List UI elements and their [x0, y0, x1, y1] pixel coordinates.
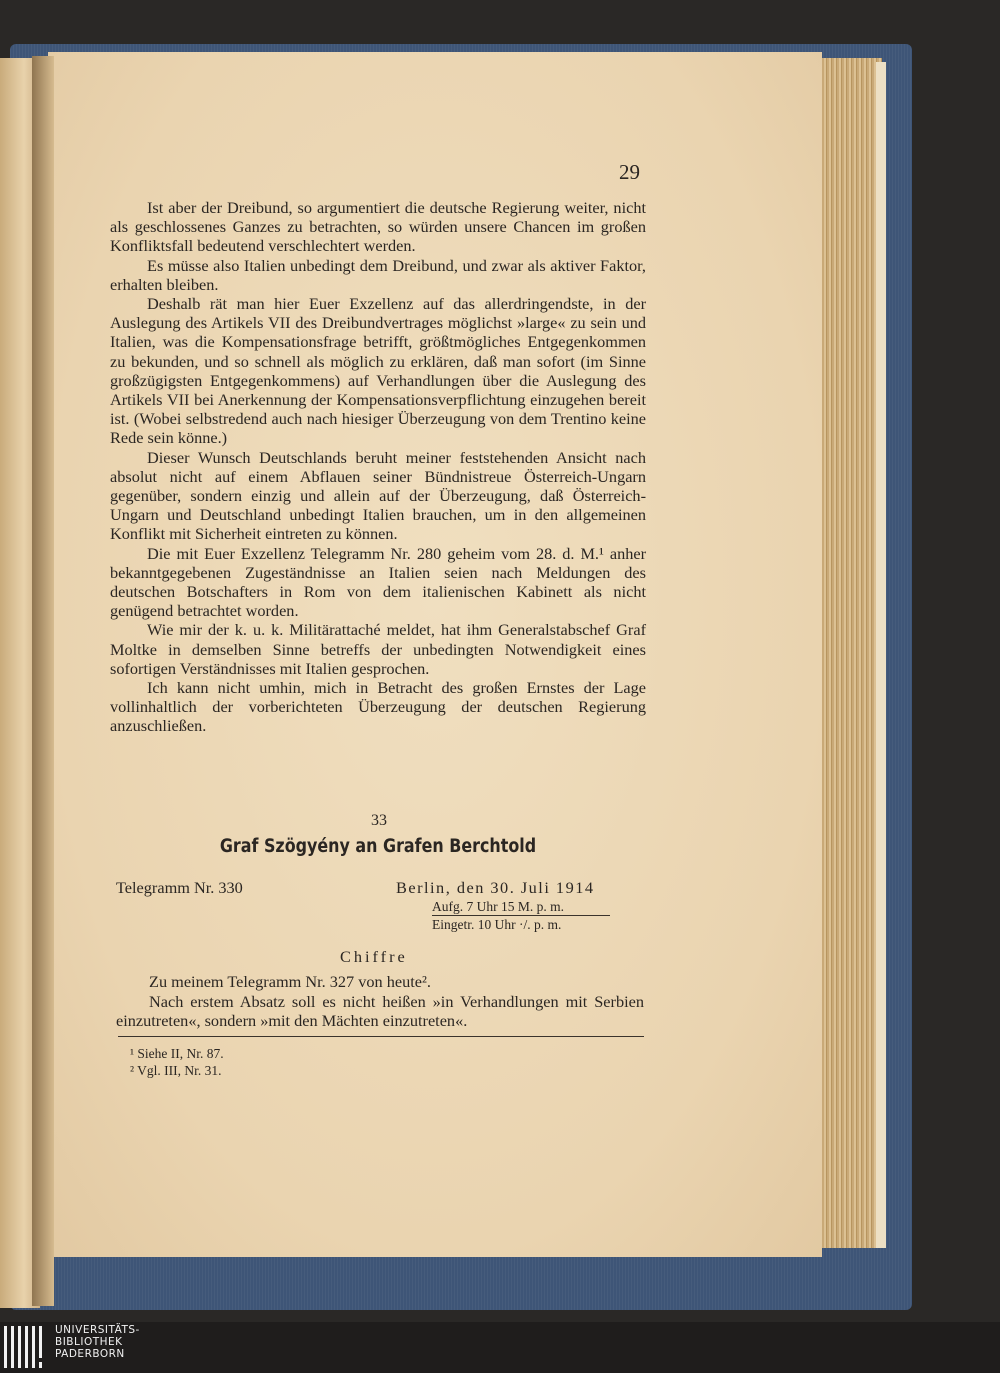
paragraph: Nach erstem Absatz soll es nicht heißen »in Verhandlungen mit Serbien einzutreten«, sondern »mit den Mächten einzutreten«.: [116, 991, 644, 1031]
place-date: Berlin, den 30. Juli 1914: [396, 878, 595, 897]
cipher-label: Chiffre: [340, 947, 408, 966]
logo-line: UNIVERSITÄTS-: [55, 1324, 140, 1336]
footnote: ² Vgl. III, Nr. 31.: [130, 1062, 222, 1078]
paragraph: Wie mir der k. u. k. Militärattaché meldet, hat ihm Generalstabschef Graf Moltke in demselben Sinne betreffs der unbedingten Notwendigkeit eines sofortigen Verständnisses mit Italien gesprochen.: [110, 620, 646, 678]
footnote: ¹ Siehe II, Nr. 87.: [130, 1046, 224, 1061]
received-time: Eingetr. 10 Uhr ·/. p. m.: [432, 917, 562, 932]
paragraph: Zu meinem Telegramm Nr. 327 von heute².: [149, 972, 431, 991]
paragraph: Ist aber der Dreibund, so argumentiert die deutsche Regierung weiter, nicht als geschlossenes Ganzes zu betrachten, so würden unsere Chancen im großen Konfliktsfall bedeutend verschlechtert werden.: [110, 198, 646, 256]
logo-line: BIBLIOTHEK: [55, 1336, 123, 1348]
paragraph: Ich kann nicht umhin, mich in Betracht des großen Ernstes der Lage vollinhaltlich der vorberichteten Überzeugung der deutschen Regierung anzuschließen.: [110, 678, 646, 736]
library-logo-text: [55, 1324, 140, 1360]
logo-line: PADERBORN: [55, 1348, 125, 1360]
paragraph: Die mit Euer Exzellenz Telegramm Nr. 280 geheim vom 28. d. M.¹ anher bekanntgegebenen Zugeständnisse an Italien seien nach Meldungen des deutschen Botschafters in Rom von dem italienischen Kabinett als nicht genügend betrachtet worden.: [110, 543, 646, 621]
paragraph: Es müsse also Italien unbedingt dem Dreibund, und zwar als aktiver Faktor, erhalten bleiben.: [110, 255, 646, 294]
dispatch-time: Aufg. 7 Uhr 15 M. p. m.: [432, 899, 610, 916]
library-logo-bar: [0, 1322, 1000, 1373]
paragraph: Deshalb rät man hier Euer Exzellenz auf das allerdringendste, in der Auslegung des Artikels VII des Dreibundvertrages möglichst »large« zu sein und Italien, was die Kompensationsfrage betrifft, größtmögliches Entgegenkommen zu bekunden, und so schnell als möglich zu erklären, daß man sofort (im Sinne großzügigsten Entgegenkommens) auf Verhandlungen über die Auslegung des Artikels VII bei Anerkennung der Kompensationsverpflichtung einzugehen bereit ist. (Wobei selbstredend auch nach hiesiger Überzeugung von dem Trentino keine Rede sein könne.): [110, 294, 646, 448]
footnote-rule: [118, 1036, 644, 1037]
document-heading: Graf Szögyény an Grafen Berchtold: [219, 836, 537, 857]
page-number: 29: [619, 160, 640, 184]
main-text: [110, 198, 646, 736]
telegram-body: [116, 972, 644, 1031]
page-edges-outer: [876, 62, 886, 1248]
library-logo-icon: [4, 1326, 46, 1368]
footnotes: [130, 1046, 224, 1079]
paragraph: Dieser Wunsch Deutschlands beruht meiner feststehenden Ansicht nach absolut nicht auf einem Abflauen seiner Bündnistreue Österreich-Ungarn gegenüber, sondern einzig und allein auf der Überzeugung, daß Österreich-Ungarn und Deutschland unbedingt Italien brauchen, um in den allgemeinen Konflikt mit Sicherheit eintreten zu können.: [110, 447, 646, 544]
book-gutter: [32, 56, 54, 1306]
telegram-number: Telegramm Nr. 330: [116, 878, 243, 897]
page-edges: [812, 58, 882, 1248]
document-number: 33: [371, 812, 387, 829]
